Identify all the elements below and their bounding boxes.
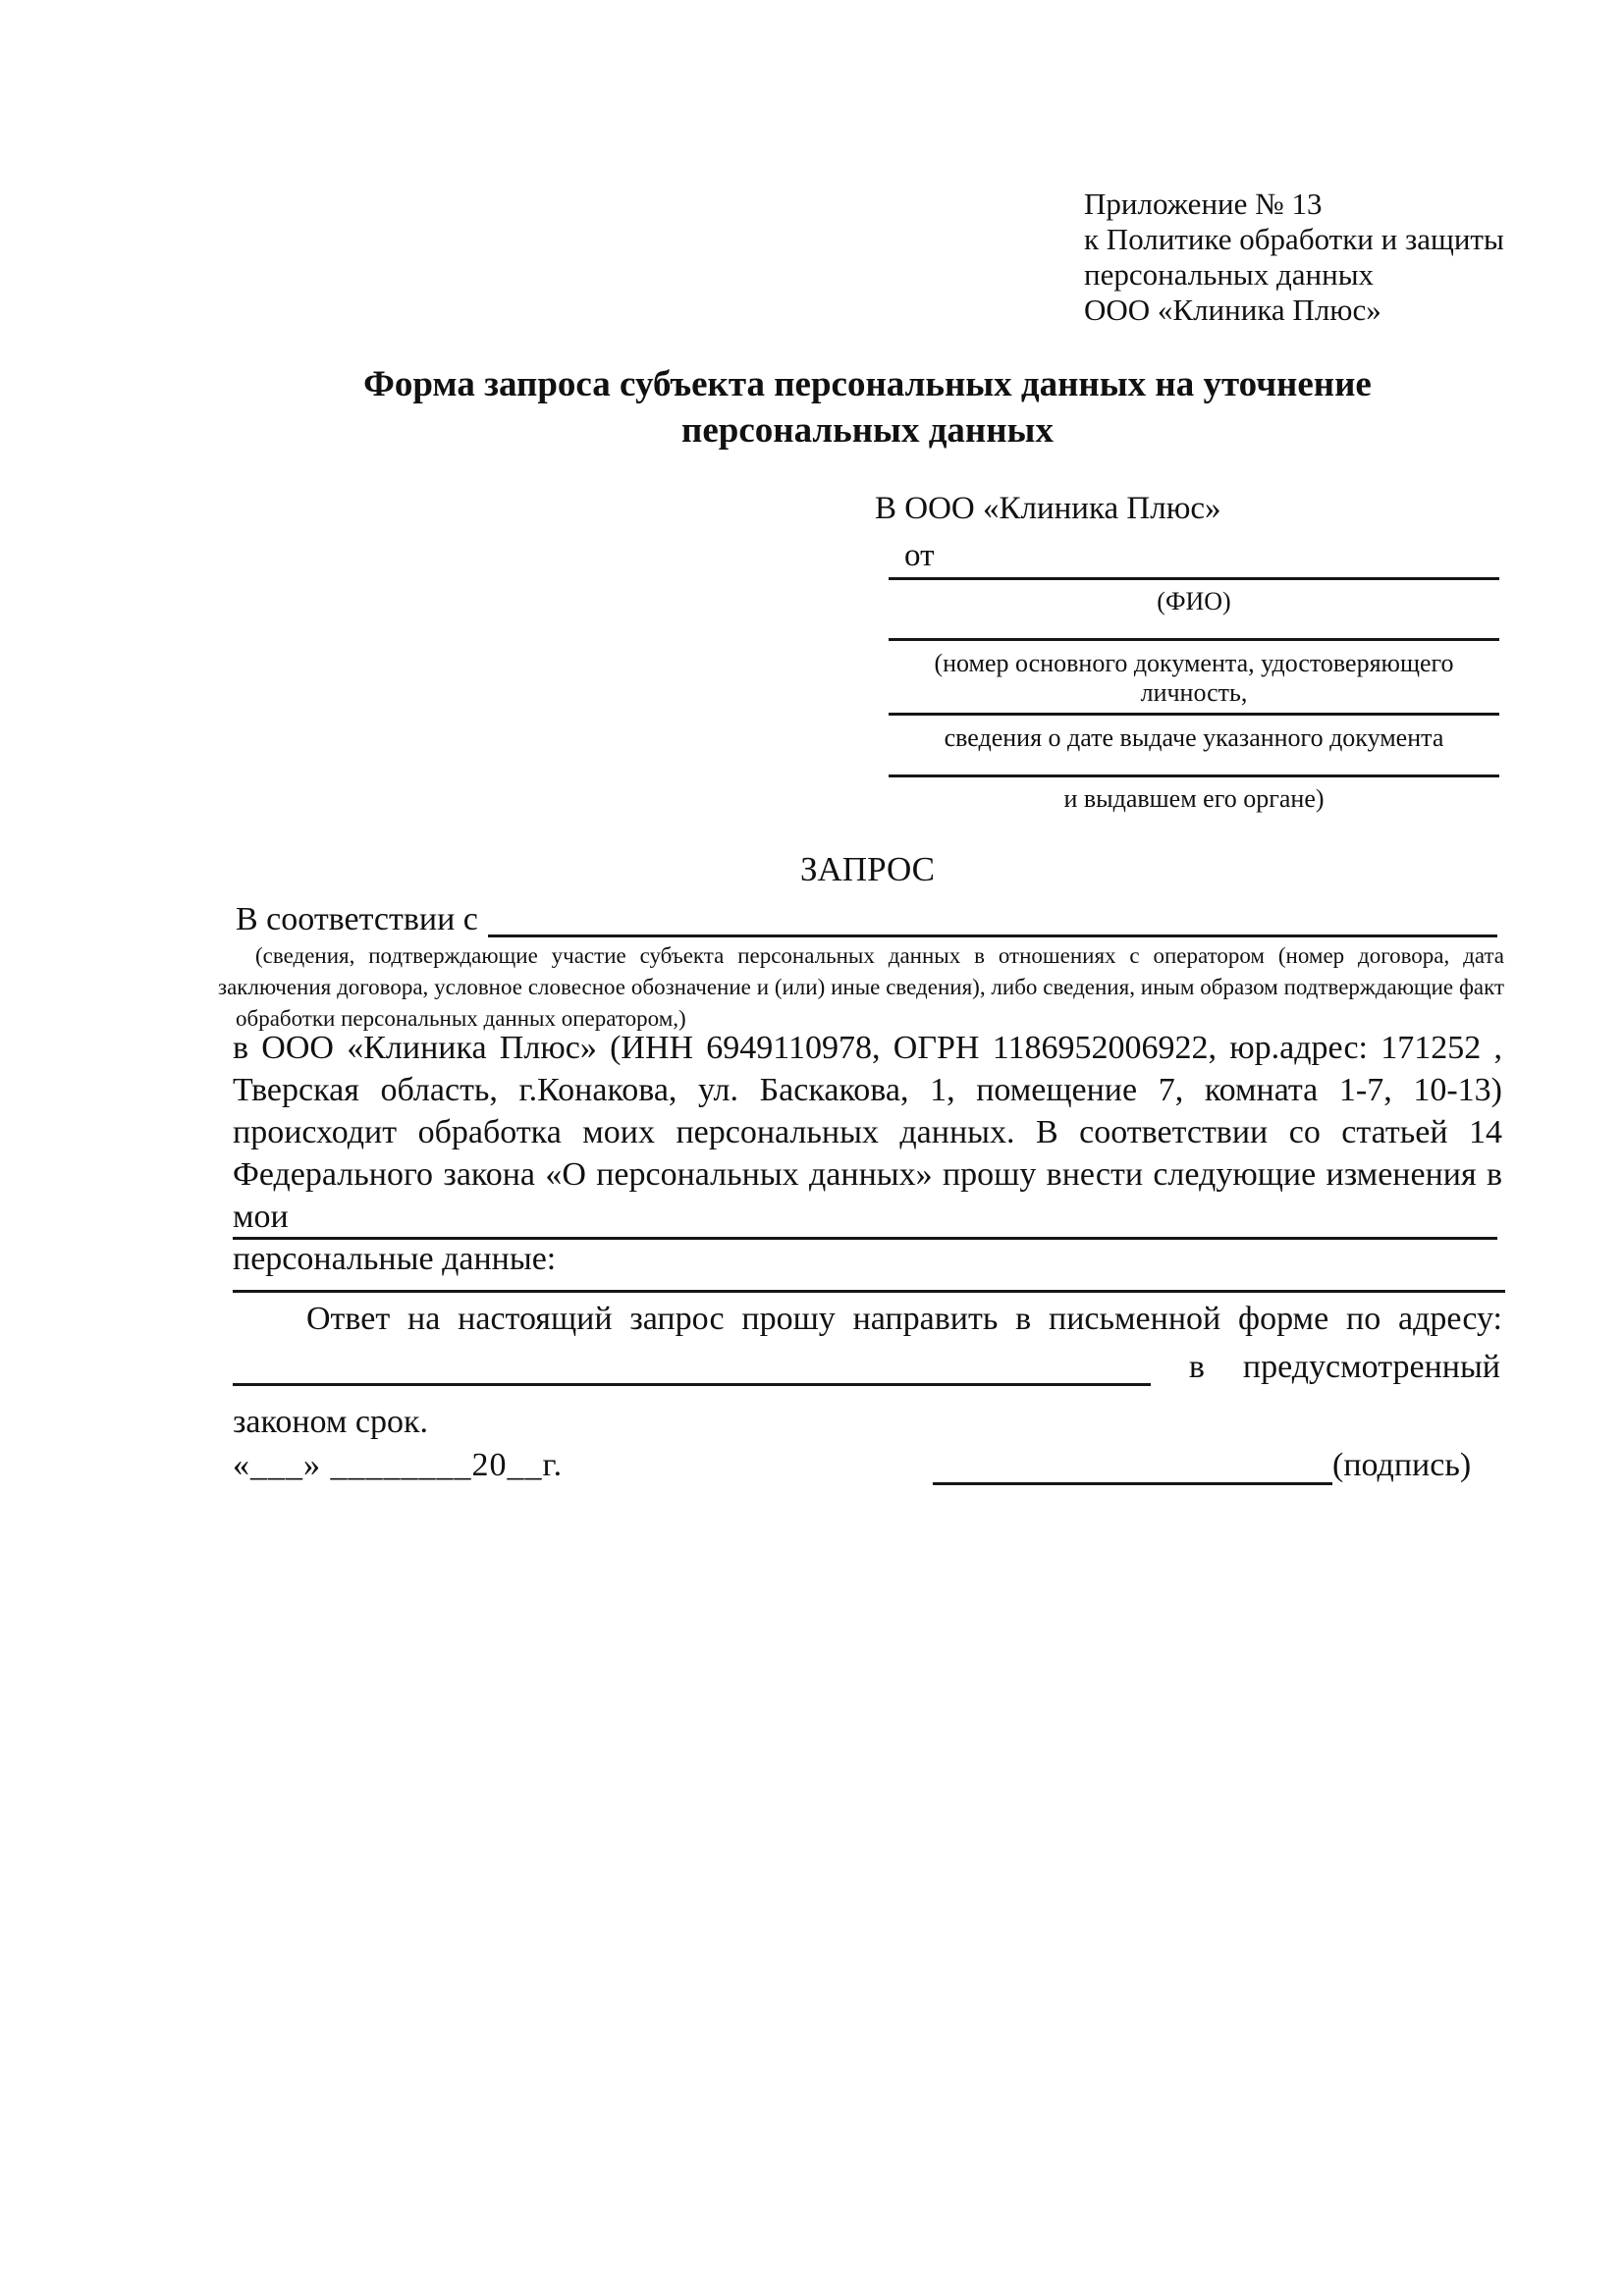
- request-body-paragraph: [233, 1027, 1502, 1280]
- appendix-header-line: к Политике обработки и защиты: [1084, 222, 1504, 256]
- document-number-caption: (номер основного документа, удостоверяющего личность,: [934, 649, 1454, 707]
- intro-caption-paragraph: [218, 940, 1504, 1035]
- intro-caption-line: (сведения, подтверждающие участие субъекта персональных данных в отношениях с оператором (номер договора, дата: [255, 943, 1504, 968]
- document-issue-date-caption: сведения о дате выдаче указанного документа: [944, 723, 1444, 752]
- fio-caption: (ФИО): [1157, 587, 1231, 615]
- request-body-line: в ООО «Клиника Плюс» (ИНН 6949110978, ОГРН 1186952006922, юр.адрес: 171252 ,: [233, 1030, 1502, 1066]
- date-blank-line: «___» ________20__г.: [233, 1447, 564, 1483]
- reply-word-v: в: [1188, 1349, 1205, 1385]
- document-number-blank-line: [889, 638, 1499, 641]
- signature-blank-line: [933, 1447, 1332, 1485]
- reply-word-predusmotrennyj: предусмотренный: [1242, 1349, 1500, 1385]
- appendix-header-line: персональных данных: [1084, 257, 1375, 292]
- intro-caption-line: заключения договора, условное словесное обозначение и (или) иные сведения), либо сведения, иным образом подтверждающие факт: [218, 975, 1504, 999]
- document-title-line2: персональных данных: [681, 410, 1054, 451]
- reply-address-row: [233, 1347, 1502, 1386]
- document-title-line1: Форма запроса субъекта персональных данных на уточнение: [363, 364, 1372, 404]
- changes-blank-line-1: [233, 1195, 1497, 1240]
- request-body-line: происходит обработка моих персональных данных. В соответствии со статьей 14: [233, 1114, 1502, 1150]
- reply-request-line: Ответ на настоящий запрос прошу направить в письменной форме по адресу:: [306, 1301, 1502, 1337]
- intro-blank-line: [488, 901, 1497, 937]
- reply-address-blank-line: [233, 1350, 1151, 1386]
- changes-blank-line-2: [233, 1248, 1505, 1293]
- document-issue-date-blank-line: [889, 713, 1499, 716]
- document-title: [233, 361, 1502, 454]
- intro-label: В соответствии с: [236, 901, 478, 937]
- request-body-line: персональные данные:: [233, 1241, 557, 1277]
- signature-caption: (подпись): [1332, 1447, 1472, 1483]
- request-body-line: Федерального закона «О персональных данных» прошу внести следующие изменения в мои: [233, 1156, 1502, 1235]
- addressee-organization: В ООО «Клиника Плюс»: [875, 491, 1221, 526]
- fio-blank-line: [889, 577, 1499, 580]
- intro-caption-line: обработки персональных данных оператором,): [236, 1006, 686, 1031]
- appendix-header-line: ООО «Клиника Плюс»: [1084, 293, 1381, 327]
- request-heading: ЗАПРОС: [799, 850, 936, 888]
- appendix-header: [1084, 187, 1595, 328]
- document-issuer-blank-line: [889, 774, 1499, 777]
- appendix-header-line: Приложение № 13: [1084, 187, 1323, 221]
- addressee-from-label: от: [904, 538, 935, 573]
- document-issuer-caption: и выдавшем его органе): [1063, 784, 1325, 813]
- reply-term-line: законом срок.: [233, 1404, 428, 1440]
- request-body-line: Тверская область, г.Конакова, ул. Баскакова, 1, помещение 7, комната 1-7, 10-13): [233, 1072, 1502, 1108]
